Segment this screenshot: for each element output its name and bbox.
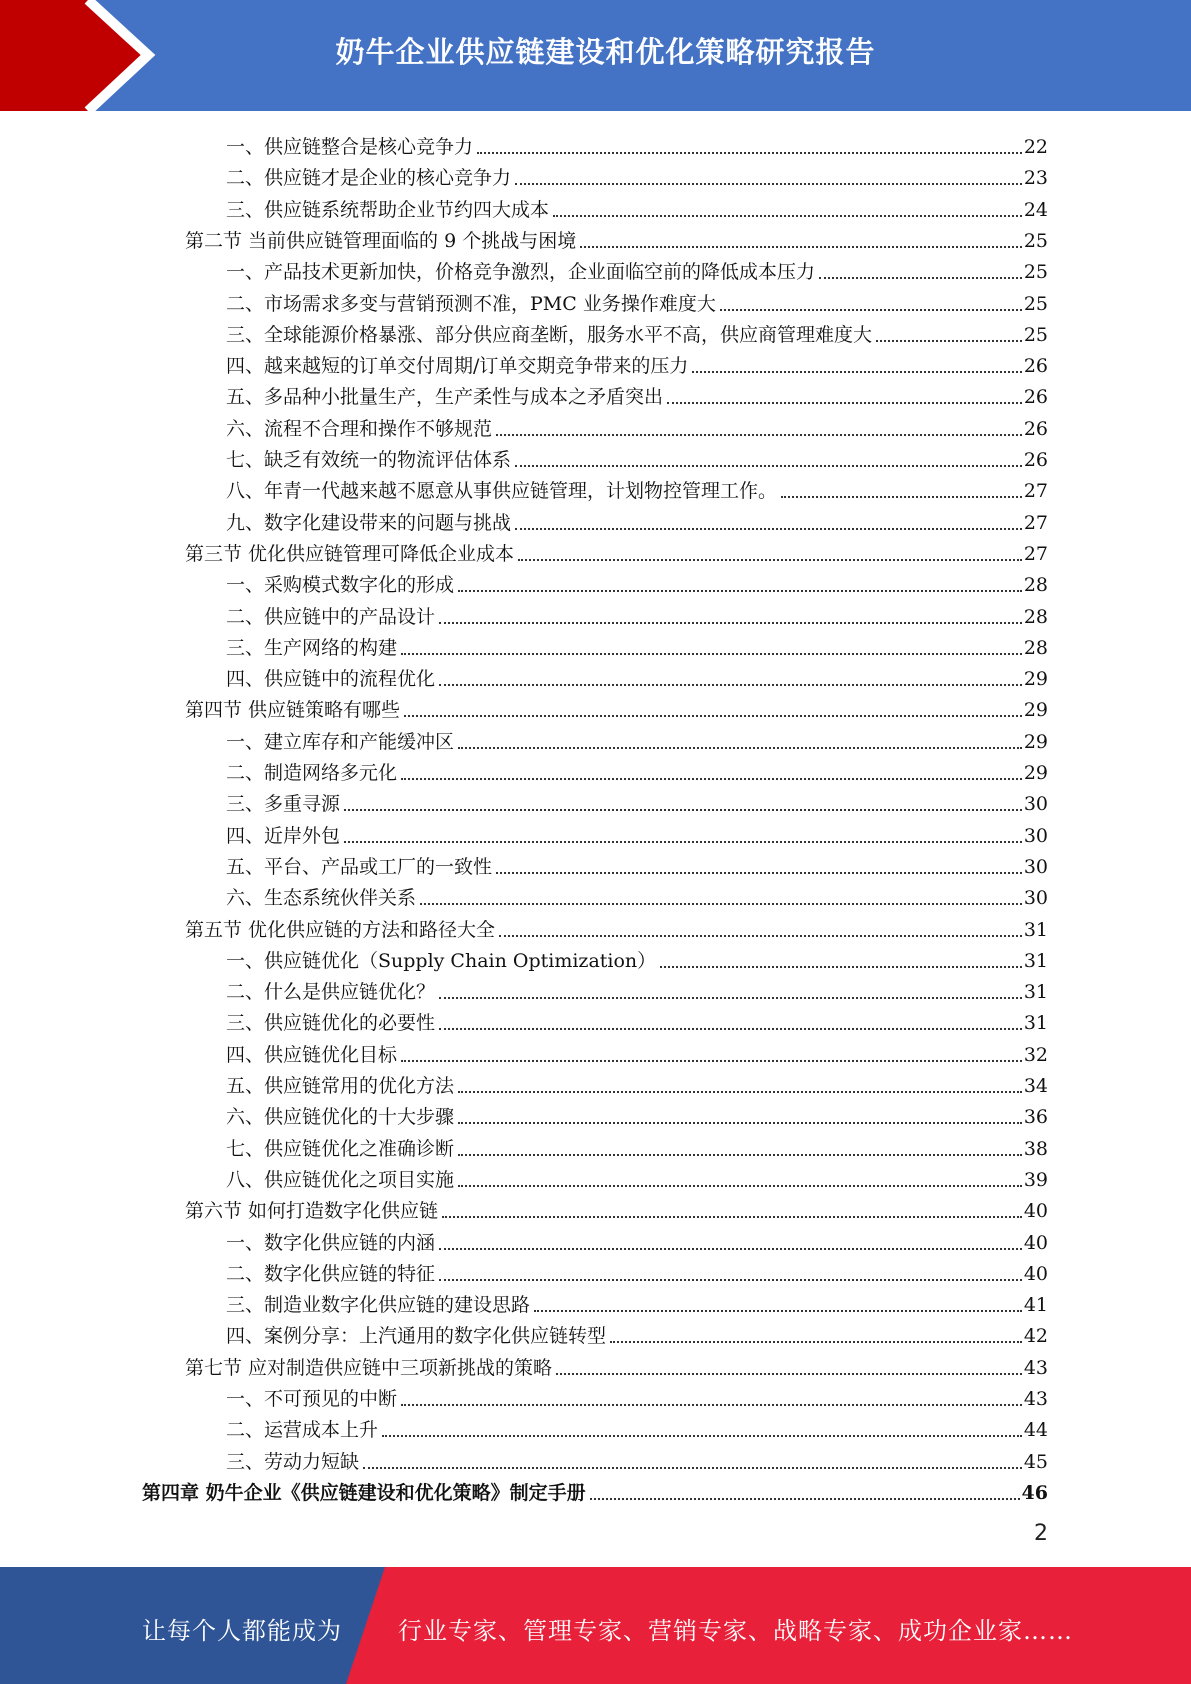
toc-page-number: 26 [1023, 417, 1048, 440]
toc-section-entry[interactable] [185, 1350, 1048, 1380]
toc-page-number: 43 [1023, 1356, 1048, 1379]
toc-dot-leader [344, 840, 1022, 843]
toc-entry-title: 九、数字化建设带来的问题与挑战 [226, 511, 512, 534]
toc-item[interactable] [226, 818, 1048, 848]
toc-page-number: 44 [1023, 1419, 1048, 1442]
toc-dot-leader [344, 808, 1022, 811]
toc-dot-leader [692, 370, 1021, 373]
toc-entry-title: 第五节 优化供应链的方法和路径大全 [185, 918, 496, 941]
toc-entry-title: 六、流程不合理和操作不够规范 [226, 417, 493, 440]
toc-page-number: 29 [1023, 730, 1048, 753]
toc-dot-leader [442, 1215, 1022, 1218]
toc-entry-title: 第七节 应对制造供应链中三项新挑战的策略 [185, 1356, 553, 1379]
toc-page-number: 26 [1023, 449, 1048, 471]
toc-dot-leader [496, 871, 1022, 874]
toc-page-number: 36 [1023, 1106, 1048, 1129]
toc-entry-title: 一、供应链优化（Supply Chain Optimization） [226, 949, 657, 972]
toc-dot-leader [515, 182, 1022, 185]
toc-entry-title: 七、缺乏有效统一的物流评估体系 [226, 449, 512, 471]
toc-page-number: 25 [1023, 323, 1048, 346]
toc-dot-leader [401, 1059, 1022, 1062]
toc-entry-title: 三、供应链系统帮助企业节约四大成本 [226, 198, 550, 221]
toc-entry-title: 七、供应链优化之准确诊断 [226, 1137, 455, 1160]
toc-entry-title: 一、建立库存和产能缓冲区 [226, 730, 455, 753]
toc-dot-leader [439, 683, 1022, 686]
toc-entry-title: 五、供应链常用的优化方法 [226, 1075, 455, 1097]
toc-dot-leader [496, 433, 1022, 436]
toc-entry-title: 八、年青一代越来越不愿意从事供应链管理，计划物控管理工作。 [226, 480, 778, 503]
toc-item[interactable] [226, 192, 1048, 222]
toc-entry-title: 二、数字化供应链的特征 [226, 1262, 436, 1285]
toc-dot-leader [477, 151, 1022, 154]
toc-section-entry[interactable] [185, 692, 1048, 722]
toc-entry-title: 第四章 奶牛企业《供应链建设和优化策略》制定手册 [142, 1481, 586, 1504]
toc-entry-title: 一、产品技术更新加快，价格竞争激烈，企业面临空前的降低成本压力 [226, 261, 816, 284]
toc-dot-leader [458, 1153, 1022, 1156]
toc-item[interactable] [226, 1131, 1048, 1161]
toc-page-number: 30 [1023, 793, 1048, 816]
toc-page-number: 41 [1023, 1294, 1048, 1317]
toc-section-entry[interactable] [185, 1193, 1048, 1223]
toc-item[interactable] [226, 786, 1048, 816]
toc-dot-leader [458, 589, 1022, 592]
toc-dot-leader [401, 777, 1022, 780]
toc-entry-title: 六、供应链优化的十大步骤 [226, 1106, 455, 1129]
toc-item[interactable] [226, 567, 1048, 597]
toc-page-number: 31 [1023, 1012, 1048, 1035]
toc-entry-title: 第六节 如何打造数字化供应链 [185, 1200, 439, 1223]
toc-page-number: 30 [1023, 824, 1048, 847]
toc-entry-title: 三、全球能源价格暴涨、部分供应商垄断，服务水平不高，供应商管理难度大 [226, 323, 873, 346]
toc-dot-leader [667, 401, 1022, 404]
toc-item[interactable] [226, 1381, 1048, 1411]
toc-item[interactable] [226, 1068, 1048, 1098]
toc-entry-title: 四、供应链优化目标 [226, 1043, 398, 1066]
toc-item[interactable] [226, 1412, 1048, 1442]
toc-entry-title: 一、采购模式数字化的形成 [226, 574, 455, 597]
toc-page-number: 39 [1023, 1168, 1048, 1191]
toc-dot-leader [439, 1247, 1022, 1250]
toc-item[interactable] [226, 348, 1048, 378]
toc-page-number: 43 [1023, 1388, 1048, 1410]
toc-page-number: 27 [1023, 542, 1048, 565]
toc-item[interactable] [226, 1318, 1048, 1348]
toc-item[interactable] [226, 473, 1048, 503]
toc-dot-leader [553, 214, 1022, 217]
toc-dot-leader [876, 339, 1022, 342]
toc-page-number: 29 [1023, 699, 1048, 722]
page-footer [0, 1567, 1191, 1684]
page-number: 2 [1034, 1521, 1048, 1546]
toc-page-number: 30 [1023, 855, 1048, 878]
toc-dot-leader [534, 1309, 1022, 1312]
toc-dot-leader [458, 1184, 1022, 1187]
toc-page-number: 25 [1023, 229, 1048, 252]
toc-page-number: 38 [1023, 1137, 1048, 1160]
toc-entry-title: 一、不可预见的中断 [226, 1388, 398, 1410]
toc-entry-title: 五、平台、产品或工厂的一致性 [226, 855, 493, 878]
toc-dot-leader [363, 1466, 1022, 1469]
toc-item[interactable] [226, 505, 1048, 535]
toc-item[interactable] [226, 1005, 1048, 1035]
toc-item[interactable] [226, 379, 1048, 409]
toc-section-entry[interactable] [185, 912, 1048, 942]
toc-entry-title: 第二节 当前供应链管理面临的 9 个挑战与困境 [185, 229, 577, 252]
toc-entry-title: 四、供应链中的流程优化 [226, 668, 436, 691]
toc-item[interactable] [226, 1444, 1048, 1474]
toc-item[interactable] [226, 974, 1048, 1004]
toc-entry-title: 二、供应链才是企业的核心竞争力 [226, 167, 512, 190]
toc-dot-leader [515, 464, 1022, 467]
toc-entry-title: 二、市场需求多变与营销预测不准，PMC 业务操作难度大 [226, 292, 716, 315]
toc-entry-title: 三、生产网络的构建 [226, 636, 398, 659]
toc-page-number: 34 [1023, 1075, 1048, 1097]
toc-dot-leader [556, 1372, 1022, 1375]
toc-dot-leader [458, 1121, 1022, 1124]
page-header [0, 0, 1191, 111]
toc-page-number: 25 [1023, 292, 1048, 315]
toc-item[interactable] [226, 1256, 1048, 1286]
toc-item[interactable] [226, 1225, 1048, 1255]
toc-dot-leader [580, 245, 1022, 248]
toc-entry-title: 三、多重寻源 [226, 793, 341, 816]
document-title: 奶牛企业供应链建设和优化策略研究报告 [335, 35, 876, 69]
toc-item[interactable] [226, 880, 1048, 910]
toc-item[interactable] [226, 286, 1048, 316]
toc-entry-title: 四、案例分享：上汽通用的数字化供应链转型 [226, 1325, 607, 1348]
toc-entry-title: 二、运营成本上升 [226, 1419, 379, 1442]
toc-page-number: 45 [1023, 1450, 1048, 1473]
toc-page-number: 31 [1023, 981, 1048, 1004]
toc-entry-title: 八、供应链优化之项目实施 [226, 1168, 455, 1191]
toc-item[interactable] [226, 442, 1048, 472]
toc-item[interactable] [226, 129, 1048, 159]
toc-page-number: 42 [1023, 1325, 1048, 1348]
toc-dot-leader [590, 1497, 1020, 1500]
toc-page-number: 32 [1023, 1043, 1048, 1066]
toc-entry-title: 三、劳动力短缺 [226, 1450, 360, 1473]
toc-dot-leader [499, 934, 1022, 937]
toc-dot-leader [781, 495, 1022, 498]
toc-item[interactable] [226, 630, 1048, 660]
toc-page-number: 31 [1023, 949, 1048, 972]
toc-entry-title: 三、制造业数字化供应链的建设思路 [226, 1294, 531, 1317]
toc-page-number: 28 [1023, 574, 1048, 597]
toc-page-number: 46 [1021, 1481, 1048, 1504]
toc-dot-leader [439, 621, 1022, 624]
toc-item[interactable] [226, 160, 1048, 190]
toc-page-number: 28 [1023, 636, 1048, 659]
toc-entry-title: 一、供应链整合是核心竞争力 [226, 136, 474, 158]
toc-dot-leader [660, 965, 1022, 968]
toc-page-number: 28 [1023, 605, 1048, 628]
toc-entry-title: 六、生态系统伙伴关系 [226, 887, 417, 910]
toc-dot-leader [439, 1278, 1022, 1281]
toc-dot-leader [610, 1340, 1022, 1343]
toc-dot-leader [458, 1090, 1022, 1093]
toc-item[interactable] [226, 317, 1048, 347]
toc-dot-leader [404, 714, 1022, 717]
toc-page-number: 27 [1023, 480, 1048, 503]
toc-item[interactable] [226, 1162, 1048, 1192]
toc-entry-title: 二、什么是供应链优化？ [226, 981, 436, 1004]
toc-page-number: 26 [1023, 386, 1048, 409]
toc-entry-title: 第四节 供应链策略有哪些 [185, 699, 401, 722]
toc-page-number: 31 [1023, 918, 1048, 941]
toc-page-number: 40 [1023, 1262, 1048, 1285]
toc-item[interactable] [226, 1037, 1048, 1067]
footer-expert-list: 行业专家、管理专家、营销专家、战略专家、成功企业家…… [398, 1617, 1073, 1645]
toc-page-number: 40 [1023, 1200, 1048, 1223]
toc-item[interactable] [226, 661, 1048, 691]
toc-dot-leader [518, 558, 1022, 561]
footer-slogan: 让每个人都能成为 [142, 1617, 342, 1645]
toc-page-number: 40 [1023, 1231, 1048, 1254]
toc-entry-title: 二、制造网络多元化 [226, 762, 398, 784]
toc-page-number: 23 [1023, 167, 1048, 190]
toc-page-number: 24 [1023, 198, 1048, 221]
toc-entry-title: 一、数字化供应链的内涵 [226, 1231, 436, 1254]
toc-item[interactable] [226, 755, 1048, 785]
toc-dot-leader [819, 276, 1022, 279]
toc-entry-title: 四、越来越短的订单交付周期/订单交期竞争带来的压力 [226, 355, 689, 378]
toc-item[interactable] [226, 943, 1048, 973]
toc-page-number: 22 [1023, 136, 1048, 158]
toc-page-number: 29 [1023, 762, 1048, 784]
toc-dot-leader [382, 1434, 1022, 1437]
toc-entry-title: 二、供应链中的产品设计 [226, 605, 436, 628]
toc-item[interactable] [226, 1099, 1048, 1129]
toc-entry-title: 四、近岸外包 [226, 824, 341, 847]
toc-item[interactable] [226, 411, 1048, 441]
toc-dot-leader [439, 1027, 1022, 1030]
toc-entry-title: 第三节 优化供应链管理可降低企业成本 [185, 542, 515, 565]
toc-dot-leader [515, 527, 1022, 530]
toc-dot-leader [420, 902, 1022, 905]
toc-dot-leader [720, 308, 1022, 311]
toc-dot-leader [401, 1403, 1022, 1406]
toc-page-number: 26 [1023, 355, 1048, 378]
toc-item[interactable] [226, 599, 1048, 629]
toc-section-entry[interactable] [185, 223, 1048, 253]
toc-entry-title: 三、供应链优化的必要性 [226, 1012, 436, 1035]
toc-page-number: 27 [1023, 511, 1048, 534]
toc-item[interactable] [226, 724, 1048, 754]
toc-page-number: 29 [1023, 668, 1048, 691]
toc-item[interactable] [226, 849, 1048, 879]
toc-dot-leader [439, 996, 1022, 999]
toc-dot-leader [458, 746, 1022, 749]
toc-page-number: 30 [1023, 887, 1048, 910]
toc-section-entry[interactable] [185, 536, 1048, 566]
toc-item[interactable] [226, 254, 1048, 284]
toc-dot-leader [401, 652, 1022, 655]
toc-entry-title: 五、多品种小批量生产，生产柔性与成本之矛盾突出 [226, 386, 664, 409]
toc-item[interactable] [226, 1287, 1048, 1317]
toc-chapter-entry[interactable] [142, 1475, 1048, 1505]
toc-page-number: 25 [1023, 261, 1048, 284]
